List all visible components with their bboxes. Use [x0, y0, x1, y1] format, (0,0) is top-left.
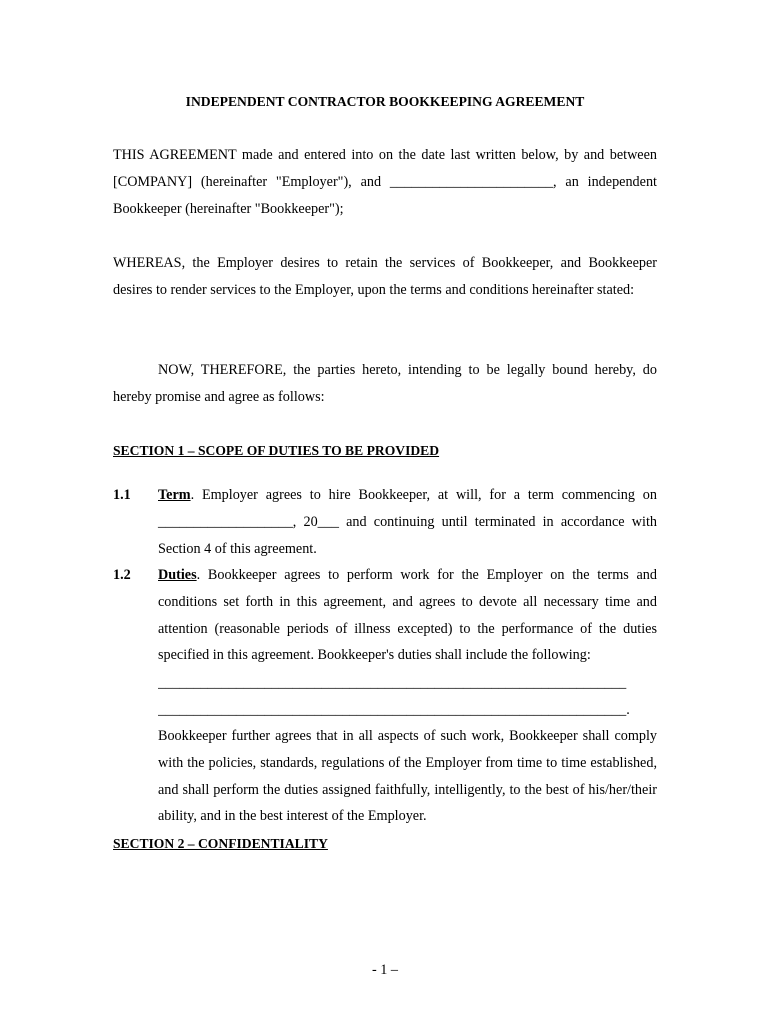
page-number: - 1 –	[371, 962, 398, 978]
section-2-heading: SECTION 2 – CONFIDENTIALITY	[113, 836, 328, 851]
item-1-2-text: . Bookkeeper agrees to perform work for the Employer on the terms and conditions set forth in this agreement, and agrees to devote all necessary time and attention (reasonable periods of illness excepted) to the performance of the duties specified in this agreement. Bookkeeper's duties shall include the following:	[158, 567, 657, 664]
duties-blank-lines	[158, 670, 657, 724]
item-1-1-number: 1.1	[113, 487, 131, 503]
item-1-2-continuation: Bookkeeper further agrees that in all aspects of such work, Bookkeeper shall comply with the policies, standards, regulations of the Employer from time to time established, and shall perform the duties assigned faithfully, intelligently, to the best of his/her/their ability, and in the best interest of the Employer.	[158, 728, 657, 825]
item-1-2-number: 1.2	[113, 567, 131, 583]
whereas-paragraph: WHEREAS, the Employer desires to retain the services of Bookkeeper, and Bookkeeper desires to render services to the Employer, upon the terms and conditions hereinafter stated:	[113, 255, 657, 298]
document-title: INDEPENDENT CONTRACTOR BOOKKEEPING AGREEMENT	[185, 94, 585, 109]
duties-blank-line-2: __________________________________________________________________.	[158, 701, 630, 718]
intro-paragraph: THIS AGREEMENT made and entered into on the date last written below, by and between [COMPANY] (hereinafter "Employer"), and _______________________, an independent Bookkeeper (hereinafter "Bookkeeper");	[113, 147, 657, 217]
item-1-1-text: . Employer agrees to hire Bookkeeper, at will, for a term commencing on ___________________, 20___ and continuing until terminated in accordance with Section 4 of this agreement.	[158, 487, 657, 557]
item-1-2-title: Duties	[158, 567, 197, 583]
section-1-heading: SECTION 1 – SCOPE OF DUTIES TO BE PROVIDED	[113, 443, 440, 458]
now-therefore-paragraph: NOW, THEREFORE, the parties hereto, intending to be legally bound hereby, do hereby promise and agree as follows:	[113, 362, 657, 405]
item-1-1-title: Term	[158, 487, 191, 503]
duties-blank-line-1: __________________________________________________________________	[158, 675, 627, 691]
item-1-1-body	[158, 482, 657, 562]
item-1-2-body	[158, 562, 657, 669]
